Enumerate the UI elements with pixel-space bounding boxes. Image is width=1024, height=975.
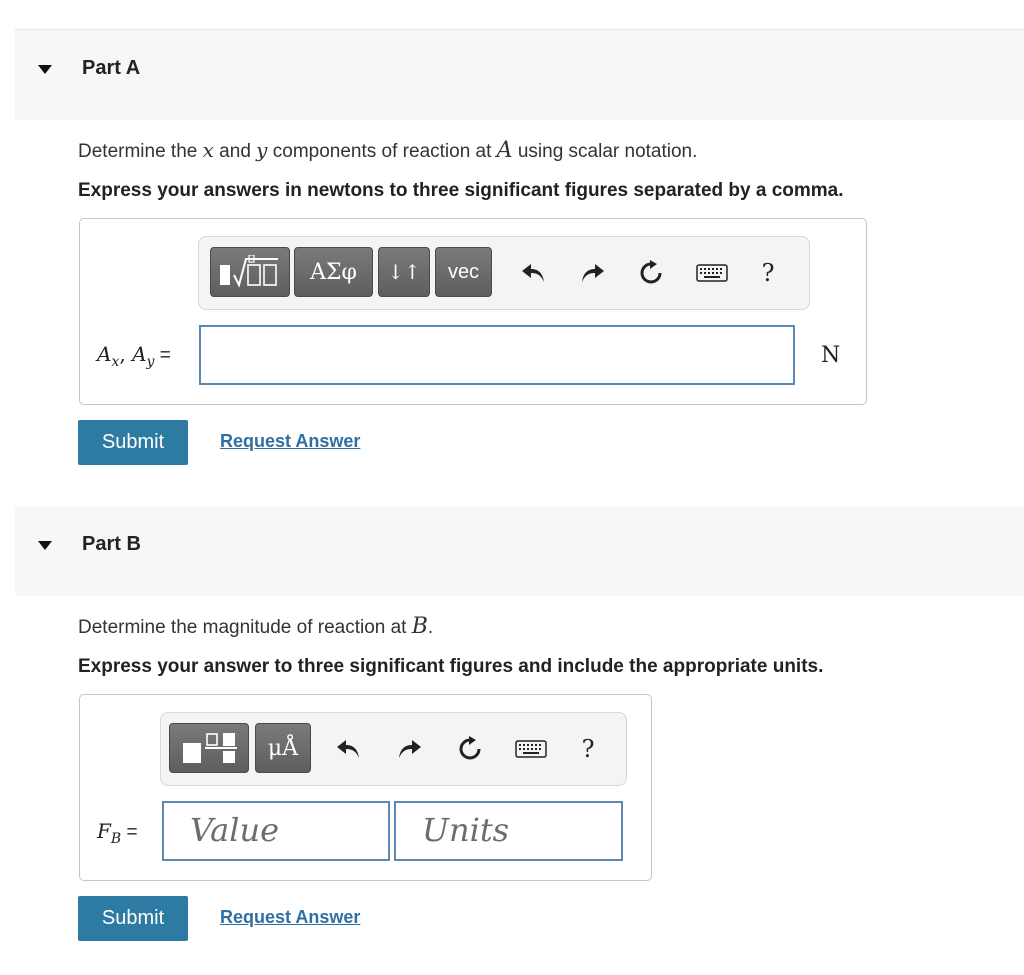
equals-sign: = — [154, 345, 171, 366]
arrows-button[interactable] — [378, 247, 430, 297]
fb-label — [97, 819, 138, 847]
keyboard-icon[interactable] — [511, 727, 551, 771]
ax-ay-label — [97, 342, 171, 370]
fraction-templates-icon — [177, 731, 241, 765]
units-icon: μÅ — [267, 735, 299, 761]
sub-B: B — [110, 831, 122, 847]
reset-icon[interactable] — [631, 251, 671, 295]
question-text: components of reaction at — [267, 141, 497, 162]
keyboard-icon[interactable] — [692, 251, 732, 295]
vec-label: vec — [447, 260, 480, 283]
part-b-instruction: Express your answer to three significant figures and include the appropriate units. — [78, 656, 824, 677]
part-a-request-answer-link[interactable]: Request Answer — [220, 431, 361, 451]
math-var-y: y — [256, 138, 268, 162]
units-button[interactable] — [255, 723, 311, 773]
question-text: and — [213, 141, 257, 162]
unit-label: N — [821, 343, 841, 368]
value-input[interactable]: Value — [162, 801, 390, 861]
help-icon: ? — [581, 735, 595, 763]
math-var-B: B — [411, 614, 428, 639]
undo-icon[interactable] — [514, 251, 554, 295]
part-a-title: Part A — [82, 57, 141, 79]
reset-icon[interactable] — [450, 727, 490, 771]
part-b-math-toolbar — [160, 712, 627, 786]
sub-y: y — [146, 354, 155, 370]
arrows-icon: ↓↑ — [387, 260, 421, 284]
help-button[interactable] — [748, 251, 788, 295]
part-a-answer-box — [79, 218, 867, 405]
collapse-caret-icon[interactable] — [38, 65, 52, 74]
part-b-header[interactable] — [15, 506, 1024, 596]
vec-button[interactable] — [435, 247, 492, 297]
greek-symbols-button[interactable] — [294, 247, 373, 297]
part-a-submit-button[interactable]: Submit — [78, 420, 188, 465]
templates-button[interactable] — [169, 723, 249, 773]
collapse-caret-icon[interactable] — [38, 541, 52, 550]
math-var-A: A — [496, 138, 513, 163]
part-a-header[interactable] — [15, 30, 1024, 120]
part-b-question — [78, 614, 433, 639]
label-sep: , — [119, 342, 133, 366]
part-b-answer-box — [79, 694, 652, 881]
templates-button[interactable] — [210, 247, 290, 297]
units-input[interactable]: Units — [394, 801, 623, 861]
label-F: F — [97, 819, 111, 843]
undo-icon[interactable] — [329, 727, 369, 771]
part-a-question — [78, 138, 697, 163]
redo-icon[interactable] — [572, 251, 612, 295]
label-A: A — [97, 342, 112, 366]
redo-icon[interactable] — [389, 727, 429, 771]
greek-symbols-label: ΑΣφ — [310, 259, 357, 285]
help-icon: ? — [761, 259, 775, 287]
help-button[interactable] — [568, 727, 608, 771]
templates-icon — [218, 255, 282, 289]
question-text: Determine the — [78, 141, 203, 162]
part-b-title: Part B — [82, 533, 141, 555]
equals-sign: = — [121, 822, 138, 843]
math-var-x: x — [202, 138, 214, 162]
question-text: using scalar notation. — [512, 141, 698, 162]
question-text: . — [427, 617, 434, 638]
part-a-instruction: Express your answers in newtons to three significant figures separated by a comma. — [78, 180, 844, 201]
part-b-submit-button[interactable]: Submit — [78, 896, 188, 941]
sub-x: x — [111, 354, 120, 370]
part-b-request-answer-link[interactable]: Request Answer — [220, 907, 361, 927]
ax-ay-input[interactable] — [199, 325, 795, 385]
label-A: A — [132, 342, 147, 366]
part-a-math-toolbar — [198, 236, 810, 310]
question-text: Determine the magnitude of reaction at — [78, 617, 412, 638]
